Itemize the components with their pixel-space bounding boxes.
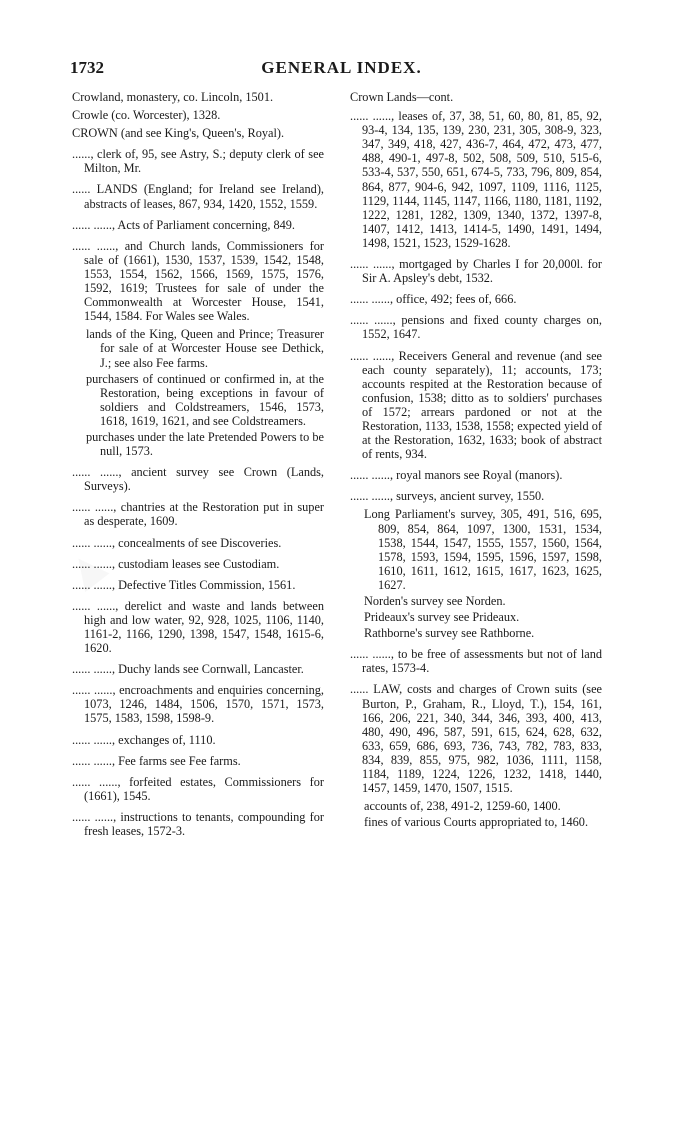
- index-entry: ...... ......, and Church lands, Commissioners for sale of (1661), 1530, 1537, 1539, 1542, 1548, 1553, 1554, 1562, 1566, 1569, 1575, 1576, 1592, 1619; Trustees for sale of under the Commonwealth at Worcester House, 1541, 1544, 1584. For Wales see Wales.: [72, 238, 324, 324]
- index-entry: ...... ......, royal manors see Royal (manors).: [350, 468, 563, 483]
- index-entry: ......, clerk of, 95, see Astry, S.; deputy clerk of see Milton, Mr.: [72, 147, 324, 176]
- index-subentry: Norden's survey see Norden.: [364, 594, 506, 608]
- index-entry: ...... ......, Duchy lands see Cornwall, Lancaster.: [72, 662, 304, 677]
- index-entry: ...... ......, instructions to tenants, compounding for fresh leases, 1572-3.: [72, 809, 324, 839]
- index-entry: ...... ......, forfeited estates, Commissioners for (1661), 1545.: [72, 774, 324, 803]
- index-entry: ...... ......, concealments of see Discoveries.: [72, 535, 282, 550]
- index-entry: ...... ......, Fee farms see Fee farms.: [72, 753, 241, 768]
- index-entry-subheading: ...... LAW, costs and charges of Crown suits (see Burton, P., Graham, R., Lloyd, T.), 154, 161, 166, 206, 221, 340, 344, 346, 393, 400, 413, 480, 490, 496, 587, 591, 615, 624, 628, 632, 633, 659, 686, 693, 736, 743, 782, 783, 833, 834, 839, 855, 975, 982, 1036, 1111, 1158, 1184, 1189, 1224, 1226, 1232, 1418, 1440, 1457, 1459, 1470, 1507, 1515.: [350, 682, 602, 796]
- index-subentry: Long Parliament's survey, 305, 491, 516, 695, 809, 854, 864, 1097, 1300, 1531, 1534, 1538, 1544, 1547, 1555, 1557, 1560, 1564, 1578, 1593, 1594, 1595, 1596, 1597, 1598, 1610, 1611, 1612, 1615, 1617, 1623, 1625, 1627.: [364, 507, 602, 592]
- continued-heading: Crown Lands—cont.: [350, 90, 454, 104]
- index-column-right: [350, 90, 602, 831]
- index-subentry: accounts of, 238, 491-2, 1259-60, 1400.: [364, 799, 561, 814]
- index-entry: ...... ......, derelict and waste and lands between high and low water, 92, 928, 1025, 1106, 1140, 1161-2, 1166, 1290, 1398, 1547, 1548, 1615-6, 1620.: [72, 598, 324, 656]
- index-entry: ...... ......, chantries at the Restoration put in super as desperate, 1609.: [72, 500, 324, 529]
- index-entry: ...... ......, Acts of Parliament concerning, 849.: [72, 217, 296, 232]
- index-entry: ...... ......, ancient survey see Crown (Lands, Surveys).: [72, 465, 324, 494]
- page-number: 1732: [70, 58, 104, 77]
- page-header: [70, 58, 613, 82]
- index-subentry: purchases under the late Pretended Powers to be null, 1573.: [86, 429, 324, 459]
- index-entry: Crowland, monastery, co. Lincoln, 1501.: [72, 90, 274, 104]
- index-subentry: purchasers of continued or confirmed in, at the Restoration, being exceptions in favour of soldiers and Coldstreamers, 1546, 1573, 1618, 1619, 1621, and see Coldstreamers.: [86, 371, 324, 428]
- index-subentry: lands of the King, Queen and Prince; Treasurer for sale of at Worcester House see Dethick, J.; see also Fee farms.: [86, 327, 324, 370]
- index-subentry: Rathborne's survey see Rathborne.: [364, 626, 535, 641]
- index-subentry: fines of various Courts appropriated to, 1460.: [364, 815, 589, 830]
- index-entry: Crowle (co. Worcester), 1328.: [72, 108, 221, 123]
- index-entry: ...... ......, Receivers General and revenue (and see each county separately), 11; accounts, 173; accounts respited at the Restoration because of confusion, 1538; ditto as to soldiers' purchases of 1572; arrears pardoned or not at the Restoration, 1133, 1538, 1558; expected yield of at the Restoration, 1632, 1633; book of abstract of rents, 934.: [350, 348, 602, 462]
- index-entry: ...... ......, surveys, ancient survey, 1550.: [350, 489, 545, 504]
- index-entry: ...... ......, mortgaged by Charles I for 20,000l. for Sir A. Apsley's debt, 1532.: [350, 257, 602, 286]
- index-subentry: Prideaux's survey see Prideaux.: [364, 610, 520, 625]
- index-entry: ...... ......, office, 492; fees of, 666.: [350, 292, 517, 307]
- index-entry: ...... ......, exchanges of, 1110.: [72, 732, 216, 747]
- index-entry-subheading: ...... LANDS (England; for Ireland see Ireland), abstracts of leases, 867, 934, 1420, 1552, 1559.: [72, 182, 324, 211]
- index-entry: ...... ......, custodiam leases see Custodiam.: [72, 556, 280, 571]
- index-entry-heading: CROWN (and see King's, Queen's, Royal).: [72, 126, 285, 141]
- index-entry: ...... ......, encroachments and enquiries concerning, 1073, 1246, 1484, 1506, 1570, 1571, 1573, 1575, 1583, 1598, 1598-9.: [72, 683, 324, 726]
- index-entry: ...... ......, to be free of assessments but not of land rates, 1573-4.: [350, 647, 602, 676]
- running-title: GENERAL INDEX.: [261, 58, 422, 77]
- watermark: ▲: [60, 539, 115, 597]
- index-entry: ...... ......, leases of, 37, 38, 51, 60, 80, 81, 85, 92, 93-4, 134, 135, 139, 230, 231, 305, 308-9, 323, 347, 349, 418, 427, 436-7, 464, 472, 473, 477, 488, 490-1, 497-8, 502, 508, 509, 510, 515-6, 533-4, 537, 550, 651, 674-5, 733, 796, 809, 854, 864, 877, 904-6, 942, 1097, 1109, 1116, 1125, 1129, 1144, 1145, 1147, 1166, 1180, 1181, 1192, 1222, 1281, 1282, 1309, 1340, 1372, 1397-8, 1407, 1412, 1413, 1414-5, 1490, 1491, 1494, 1498, 1521, 1523, 1529-1628.: [350, 109, 602, 250]
- index-entry: ...... ......, pensions and fixed county charges on, 1552, 1647.: [350, 313, 602, 342]
- index-entry: ...... ......, Defective Titles Commission, 1561.: [72, 577, 296, 592]
- index-column-left: [72, 90, 324, 842]
